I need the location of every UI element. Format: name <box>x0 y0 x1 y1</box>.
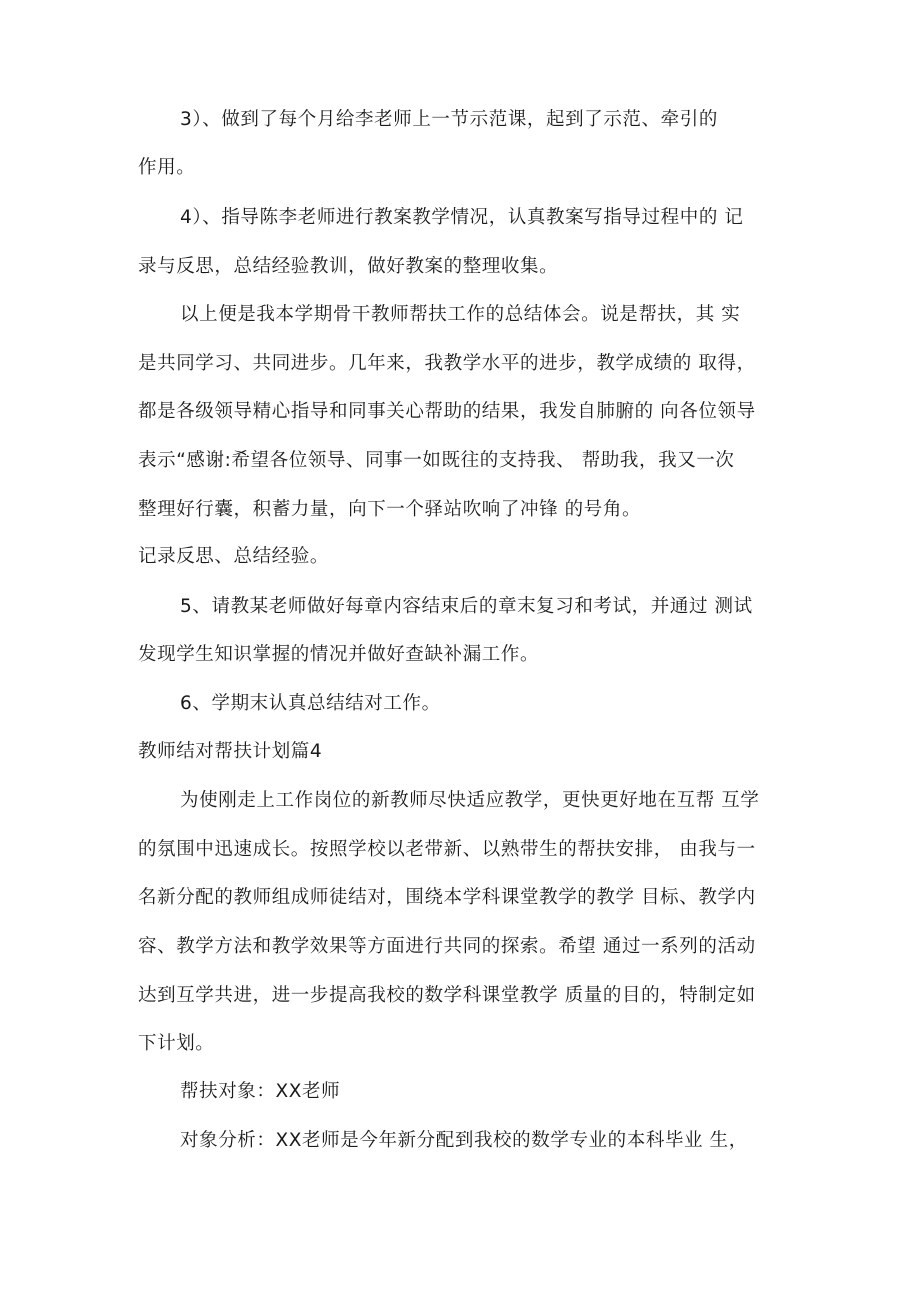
paragraph-line: 表示“感谢:希望各位领导、同事一如既往的支持我、 帮助我，我又一次 <box>138 450 735 471</box>
paragraph-line: 达到互学共进，进一步提高我校的数学科课堂教学 质量的目的，特制定如 <box>138 985 756 1006</box>
paragraph-line: 为使刚走上工作岗位的新教师尽快适应教学，更快更好地在互帮 互学 <box>180 790 760 811</box>
paragraph-line: 整理好行囊，积蓄力量，向下一个驿站吹响了冲锋 的号角。 <box>138 499 642 520</box>
paragraph-line: 都是各级领导精心指导和同事关心帮助的结果，我发自肺腑的 向各位领导 <box>138 401 756 422</box>
paragraph-line: 名新分配的教师组成师徒结对，围绕本学科课堂教学的教学 目标、教学内 <box>138 887 756 908</box>
paragraph-line: 5、请教某老师做好每章内容结束后的章末复习和考试，并通过 测试 <box>180 596 753 617</box>
paragraph-line: 以上便是我本学期骨干教师帮扶工作的总结体会。说是帮扶，其 实 <box>180 304 741 325</box>
paragraph-line: 容、教学方法和教学效果等方面进行共同的探索。希望 通过一系列的活动 <box>138 936 756 957</box>
paragraph-line: 对象分析：XX老师是今年新分配到我校的数学专业的本科毕业 生， <box>180 1130 748 1151</box>
section-heading: 教师结对帮扶计划篇4 <box>138 741 323 762</box>
paragraph-line: 发现学生知识掌握的情况并做好查缺补漏工作。 <box>138 644 540 665</box>
paragraph-line: 的氛围中迅速成长。按照学校以老带新、以熟带生的帮扶安排， 由我与一 <box>138 839 756 860</box>
paragraph-line: 帮扶对象：XX老师 <box>180 1081 341 1102</box>
paragraph-line: 下计划。 <box>138 1033 215 1054</box>
paragraph-line: 作用。 <box>138 157 196 178</box>
paragraph-line: 录与反思，总结经验教训，做好教案的整理收集。 <box>138 256 559 277</box>
paragraph-line: 记录反思、总结经验。 <box>138 546 330 567</box>
paragraph-line: 是共同学习、共同进步。几年来，我教学水平的进步，教学成绩的 取得， <box>138 353 756 374</box>
paragraph-line: 3）、做到了每个月给李老师上一节示范课，起到了示范、牵引的 <box>180 109 718 130</box>
paragraph-line: 6、学期末认真总结结对工作。 <box>180 693 441 714</box>
paragraph-line: 4）、指导陈李老师进行教案教学情况，认真教案写指导过程中的 记 <box>180 207 744 228</box>
